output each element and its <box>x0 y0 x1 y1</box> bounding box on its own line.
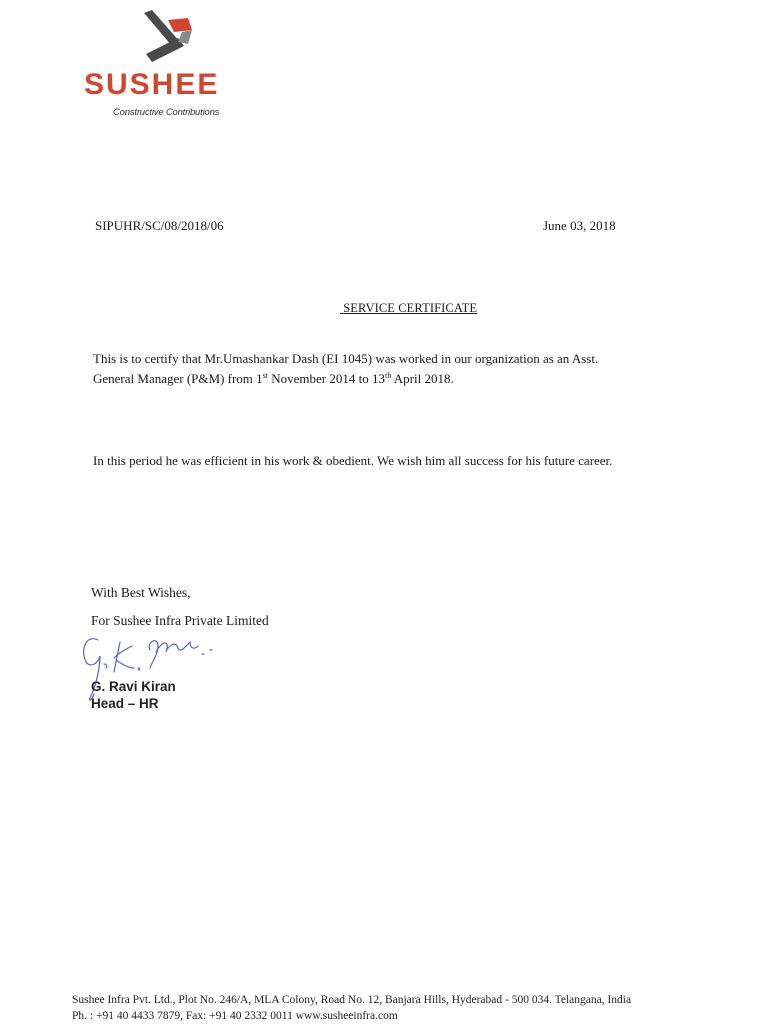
closing-block <box>91 579 269 635</box>
para1-sup-b: th <box>385 371 392 380</box>
reference-number: SIPUHR/SC/08/2018/06 <box>95 218 224 233</box>
para1-sup-a: st <box>262 371 269 380</box>
signatory-designation: Head – HR <box>91 696 159 711</box>
closing-greeting: With Best Wishes, <box>91 585 191 600</box>
logo-mark-icon <box>138 10 198 68</box>
certificate-paragraph-2: In this period he was efficient in his work & obedient. We wish him all success for his future career. <box>93 453 613 468</box>
logo-wordmark: SUSHEE <box>84 68 220 101</box>
logo-tagline: Constructive Contributions <box>113 107 220 118</box>
closing-company: For Sushee Infra Private Limited <box>91 613 269 628</box>
para1-text-b: November 2014 to 13 <box>268 371 385 386</box>
footer-contact: Ph. : +91 40 4433 7879, Fax: +91 40 2332 0011 www.susheeinfra.com <box>72 1010 398 1022</box>
certificate-title: SERVICE CERTIFICATE <box>343 301 478 315</box>
para1-text-c: April 2018. <box>391 371 454 386</box>
letter-date: June 03, 2018 <box>543 218 616 233</box>
signatory-block <box>91 678 176 712</box>
signatory-name: G. Ravi Kiran <box>91 679 176 694</box>
certificate-paragraph-1 <box>93 349 633 389</box>
para1-text-a: This is to certify that Mr.Umashankar Dash (EI 1045) was worked in our organization as an Asst. General Manager (P&M) from 1 <box>93 351 599 386</box>
letterhead-footer <box>72 992 631 1024</box>
footer-address: Sushee Infra Pvt. Ltd., Plot No. 246/A, MLA Colony, Road No. 12, Banjara Hills, Hyderabad - 500 034. Telangana, India <box>72 994 632 1006</box>
